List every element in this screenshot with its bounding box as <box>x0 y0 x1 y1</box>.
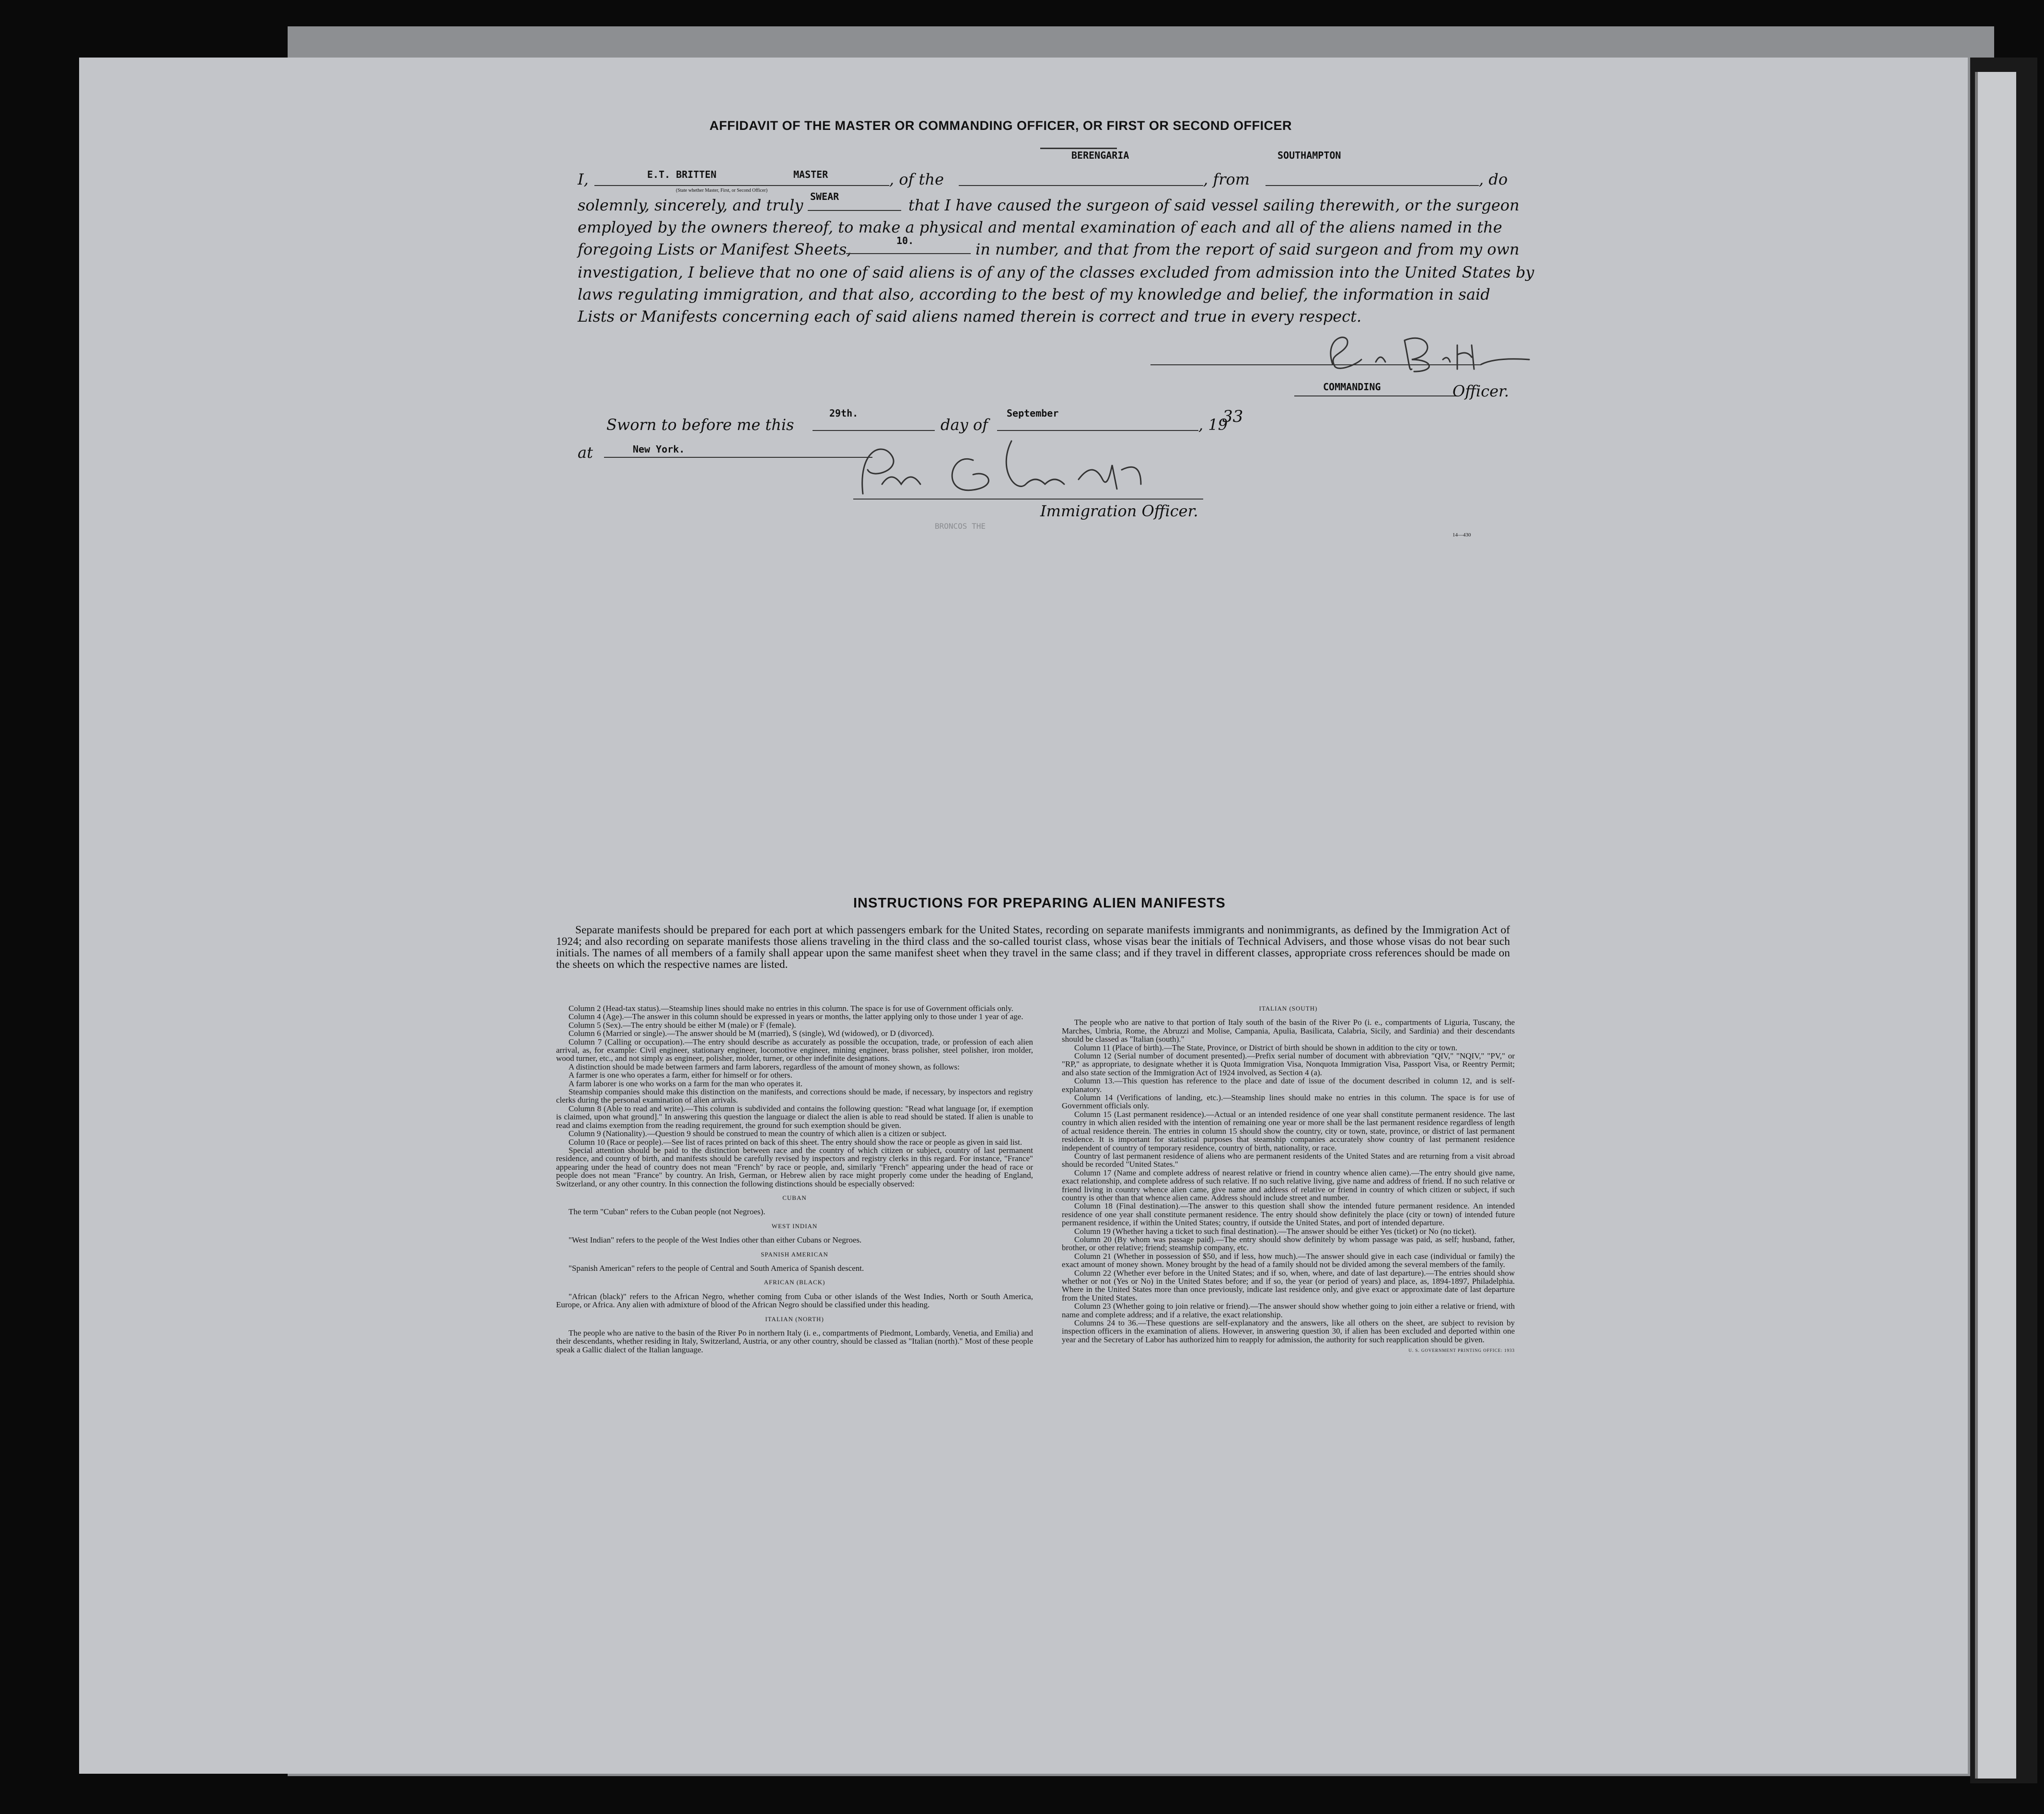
master-signature <box>1313 326 1553 379</box>
instruction-paragraph: The people who are native to that portion of Italy south of the basin of the River Po (i. e., compartments of Liguria, Tuscany, the Marches, Umbria, Rome, the Abruzzi and Molise, Campania, Apulia, Basilicata, Calabria, Sicily, and Sardinia) and their descendants should be classed as "Italian (south)." <box>1062 1018 1515 1044</box>
instruction-paragraph: Column 5 (Sex).—The entry should be either M (male) or F (female). <box>569 1020 796 1030</box>
form-number: 14—430 <box>1452 532 1471 538</box>
rank-note: (State whether Master, First, or Second Officer) <box>676 188 768 193</box>
instruction-paragraph: Special attention should be paid to the distinction between race and the country of which citizen or subject, country of last permanent residence, and country of birth, and manifests should be carefully revised by inspectors and registry clerks in this regard. For instance, "France" appearing under the head of country does not mean "French" by race or people, and, similarly "French" appearing under the head of race or people does not mean "France" by country. An Irish, German, or Hebrew alien by race might properly come under the heading of England, Switzerland, or any other country. In this connection the following distinctions should be especially observed: <box>556 1145 1033 1188</box>
binding-edge <box>1975 72 2016 1779</box>
instruction-paragraph: A farm laborer is one who works on a farm for the man who operates it. <box>569 1079 803 1088</box>
day-of: day of <box>941 416 988 434</box>
affidavit-line-3: employed by the owners thereof, to make a physical and mental examination of each and all of the aliens named in the <box>578 218 1502 236</box>
instruction-paragraph: Column 17 (Name and complete address of nearest relative or friend in country whence alien came).—The entry should give name, exact relationship, and complete address of such relative. If no such relative living, give name and address of friend. If no such relative or friend living in country whence alien came, give name and address of relative or friend in country of which citizen or subject, if such country is other than that whence alien came. Address should include street and number. <box>1062 1168 1515 1202</box>
sworn-text: Sworn to before me this <box>606 416 794 434</box>
instruction-paragraph: Columns 24 to 36.—These questions are self-explanatory and the answers, like all others on the sheet, are subject to revision by inspection officers in the examination of aliens. However, in answering question 30, if alien has been excluded and deported within one year and the Secretary of Labor has authorized him to reapply for admission, the authority for such reapplication should be given. <box>1062 1318 1515 1344</box>
instruction-paragraph: Column 2 (Head-tax status).—Steamship lines should make no entries in this column. The space is for use of Government officials only. <box>569 1004 1013 1013</box>
affidavit-line-6: laws regulating immigration, and that also, according to the best of my knowledge and belief, the information in said <box>578 285 1490 303</box>
african-heading: AFRICAN (BLACK) <box>764 1279 825 1286</box>
instruction-paragraph: Column 12 (Serial number of document presented).—Prefix serial number of document with abbreviation "QIV," "NQIV," "PV," or "RP," as appropriate, to designate whether it is Quota Immigration Visa, Nonquota Immigration Visa, Passport Visa, or Reentry Permit; and also state section of the Immigration Act of 1924 involved, as Section 4 (a). <box>1062 1051 1515 1077</box>
vessel-name: BERENGARIA <box>1071 150 1129 161</box>
instruction-paragraph: Column 20 (By whom was passage paid).—The entry should show definitely by whom passage was paid, as self; husband, father, brother, or other relative; friend; steamship company, etc. <box>1062 1234 1515 1253</box>
officer-title: COMMANDING <box>1323 381 1381 393</box>
sworn-day: 29th. <box>829 407 859 419</box>
instruction-paragraph: Column 15 (Last permanent residence).—Actual or an intended residence of one year shall constitute permanent residence. The last country in which alien resided with the intention of remaining one year or more shall be the last permanent residence regardless of length of actual residence therein. The entries in column 15 should show the country, city or town, state, province, or district of last permanent residence. It is important for statistical purposes that steamship companies accurately show country of last permanent residence independent of country of temporary residence, country of birth, nationality, or race. <box>1062 1109 1515 1152</box>
word-from: , from <box>1203 170 1250 188</box>
affidavit-line-7: Lists or Manifests concerning each of said aliens named therein is correct and true in every respect. <box>578 307 1362 326</box>
instructions-title: INSTRUCTIONS FOR PREPARING ALIEN MANIFESTS <box>853 895 1226 911</box>
instruction-paragraph: Column 19 (Whether having a ticket to such final destination).—The answer should be either Yes (ticket) or No (no ticket). <box>1074 1226 1476 1236</box>
place-line <box>604 457 872 458</box>
instruction-paragraph: Column 6 (Married or single).—The answer should be M (married), S (single), Wd (widowed), or D (divorced). <box>569 1029 934 1038</box>
immigration-signature-line <box>853 499 1203 500</box>
italian-south-heading: ITALIAN (SOUTH) <box>1259 1005 1318 1012</box>
affidavit-line-4b: in number, and that from the report of said surgeon and from my own <box>976 240 1520 258</box>
instructions-right-column <box>1062 1004 1515 1355</box>
instruction-paragraph: Column 10 (Race or people).—See list of races printed on back of this sheet. The entry should show the race or people as given in said list. <box>569 1137 1022 1147</box>
affidavit-line-2: that I have caused the surgeon of said vessel sailing therewith, or the surgeon <box>908 196 1520 214</box>
spanish-american-heading: SPANISH AMERICAN <box>761 1250 828 1258</box>
oath-line <box>808 210 901 211</box>
instruction-paragraph: A farmer is one who operates a farm, either for himself or for others. <box>569 1070 792 1080</box>
cuban-text: The term "Cuban" refers to the Cuban people (not Negroes). <box>569 1207 766 1217</box>
faint-stamp: BRONCOS THE <box>935 522 986 531</box>
officer-title-line <box>1294 395 1457 396</box>
instruction-paragraph: Column 21 (Whether in possession of $50, and if less, how much).—The answer should give in each case (individual or family) the exact amount of money shown. Money brought by the head of a family should not be divided among the several members of the family. <box>1062 1251 1515 1269</box>
day-line <box>813 430 935 431</box>
italian-north-heading: ITALIAN (NORTH) <box>765 1315 824 1323</box>
italian-north-text: The people who are native to the basin of the River Po in northern Italy (i. e., compartments of Piedmont, Lombardy, Venetia, and Emilia) and their descendants, whether residing in Italy, Switzerland, Austria, or any other country, should be classed as "Italian (north)." Most of these people speak a Gallic dialect of the Italian language. <box>556 1328 1033 1354</box>
port-line <box>1266 185 1479 186</box>
sheet-count: 10. <box>896 235 914 246</box>
sworn-year: 33 <box>1222 407 1243 426</box>
oath-word: SWEAR <box>810 191 839 202</box>
officer-suffix: Officer. <box>1452 382 1509 400</box>
instruction-paragraph: Column 13.—This question has reference to the place and date of issue of the document described in column 12, and is self-explanatory. <box>1062 1076 1515 1094</box>
affidavit-line-4a: foregoing Lists or Manifest Sheets, <box>578 240 852 258</box>
instruction-paragraph: Column 11 (Place of birth).—The State, Province, or District of birth should be shown in addition to the city or town. <box>1074 1043 1458 1052</box>
year-prefix: , 19 <box>1198 416 1228 434</box>
african-text: "African (black)" refers to the African Negro, whether coming from Cuba or other islands of the West Indies, North or South America, Europe, or Africa. Any alien with admixture of blood of the African Negro should be classified under this heading. <box>556 1291 1033 1310</box>
instruction-paragraph: Column 8 (Able to read and write).—This column is subdivided and contains the following question: "Read what language [or, if exemption is claimed, upon what ground]." In answering this question the language or dialect the alien is able to read should be stated. If alien is unable to read and claims exemption from the reading requirement, the ground for such exemption should be given. <box>556 1104 1033 1130</box>
instruction-paragraph: Column 7 (Calling or occupation).—The entry should describe as accurately as possible the occupation, trade, or profession of each alien arrival, as, for example: Civil engineer, stationary engineer, locomotive engineer, mining engineer, brass polisher, steel polisher, iron molder, wood turner, etc., and not simply as engineer, polisher, molder, turner, or other indefinite designations. <box>556 1037 1033 1063</box>
instruction-paragraph: A distinction should be made between farmers and farm laborers, regardless of the amount of money shown, as follows: <box>569 1062 960 1071</box>
month-line <box>997 430 1198 431</box>
officer-signature-line <box>1150 364 1481 365</box>
sworn-place: New York. <box>633 443 685 455</box>
instruction-paragraph: Steamship companies should make this distinction on the manifests, and corrections should be made, if necessary, by inspectors and registry clerks during the personal examination of alien arrivals. <box>556 1087 1033 1105</box>
instructions-intro: Separate manifests should be prepared for each port at which passengers embark for the United States, recording on separate manifests immigrants and nonimmigrants, as defined by the Immigration Act of 1924; and also recording on separate manifests those aliens traveling in the third class and the so-called tourist class, whose visas bear the initials of Technical Advisers, and those whose visas do not bear such initials. The names of all members of a family shall appear upon the same manifest sheet when they travel in the same class; and if they travel in different classes, appropriate cross references should be made on the sheets on which the respective names are listed. <box>556 924 1510 971</box>
printing-office-note: U. S. GOVERNMENT PRINTING OFFICE: 1933 <box>1408 1348 1515 1353</box>
affidavit-title: AFFIDAVIT OF THE MASTER OR COMMANDING OFFICER, OR FIRST OR SECOND OFFICER <box>709 118 1292 133</box>
cuban-heading: CUBAN <box>782 1194 807 1201</box>
instruction-paragraph: Country of last permanent residence of aliens who are permanent residents of the United States and are returning from a visit abroad should be recorded "United States." <box>1062 1151 1515 1169</box>
departure-port: SOUTHAMPTON <box>1278 150 1341 161</box>
vessel-line <box>959 185 1203 186</box>
instruction-paragraph: Column 9 (Nationality).—Question 9 should be construed to mean the country of which alien is a citizen or subject. <box>569 1129 947 1139</box>
instruction-paragraph: Column 22 (Whether ever before in the United States; and if so, when, where, and date of last departure).—The entries should show whether or not (Yes or No) in the United States before; and if so, the year (or period of years) and place, as, 1894-1897, Philadelphia. Where in the United States more than once previously, indicate last residence only, and give exact or approximate date of last departure from the United States. <box>1062 1268 1515 1302</box>
instruction-paragraph: Column 23 (Whether going to join relative or friend).—The answer should show whether going to join either a relative or friend, with name and complete address; and if a relative, the exact relationship. <box>1062 1302 1515 1319</box>
instructions-left-column <box>556 1004 1033 1354</box>
immigration-officer-signature <box>853 431 1189 503</box>
affidavit-line-5: investigation, I believe that no one of said aliens is of any of the classes excluded from admission into the United States by <box>578 263 1534 281</box>
word-i: I, <box>578 170 589 188</box>
instruction-paragraph: Column 18 (Final destination).—The answer to this question shall show the intended future permanent residence. An intended residence of one year shall constitute permanent residence. The entry should show definitely the place (city or town) of intended future permanent residence, if within the United States; country, if outside the United States, and port of intended departure. <box>1062 1201 1515 1228</box>
sworn-month: September <box>1007 407 1059 419</box>
officer-rank: MASTER <box>793 169 828 180</box>
word-of-the: , of the <box>889 170 944 188</box>
west-indian-text: "West Indian" refers to the people of the West Indies other than either Cubans or Negroes. <box>569 1235 862 1245</box>
instruction-paragraph: Column 14 (Verifications of landing, etc.).—Steamship lines should make no entries in this column. The space is for use of Government officials only. <box>1062 1093 1515 1111</box>
sheet-count-line <box>846 253 971 254</box>
instruction-paragraph: Column 4 (Age).—The answer in this column should be expressed in years or months, the latter applying only to those under 1 year of age. <box>569 1012 1023 1022</box>
immigration-officer-label: Immigration Officer. <box>1040 502 1198 520</box>
west-indian-heading: WEST INDIAN <box>771 1222 818 1230</box>
word-do: , do <box>1479 170 1508 188</box>
officer-name: E.T. BRITTEN <box>647 169 717 180</box>
title-rule <box>1040 148 1117 149</box>
word-solemnly: solemnly, sincerely, and truly <box>578 196 803 214</box>
spanish-american-text: "Spanish American" refers to the people of Central and South America of Spanish descent. <box>569 1263 864 1273</box>
name-line <box>594 185 889 186</box>
at-text: at <box>578 443 593 462</box>
